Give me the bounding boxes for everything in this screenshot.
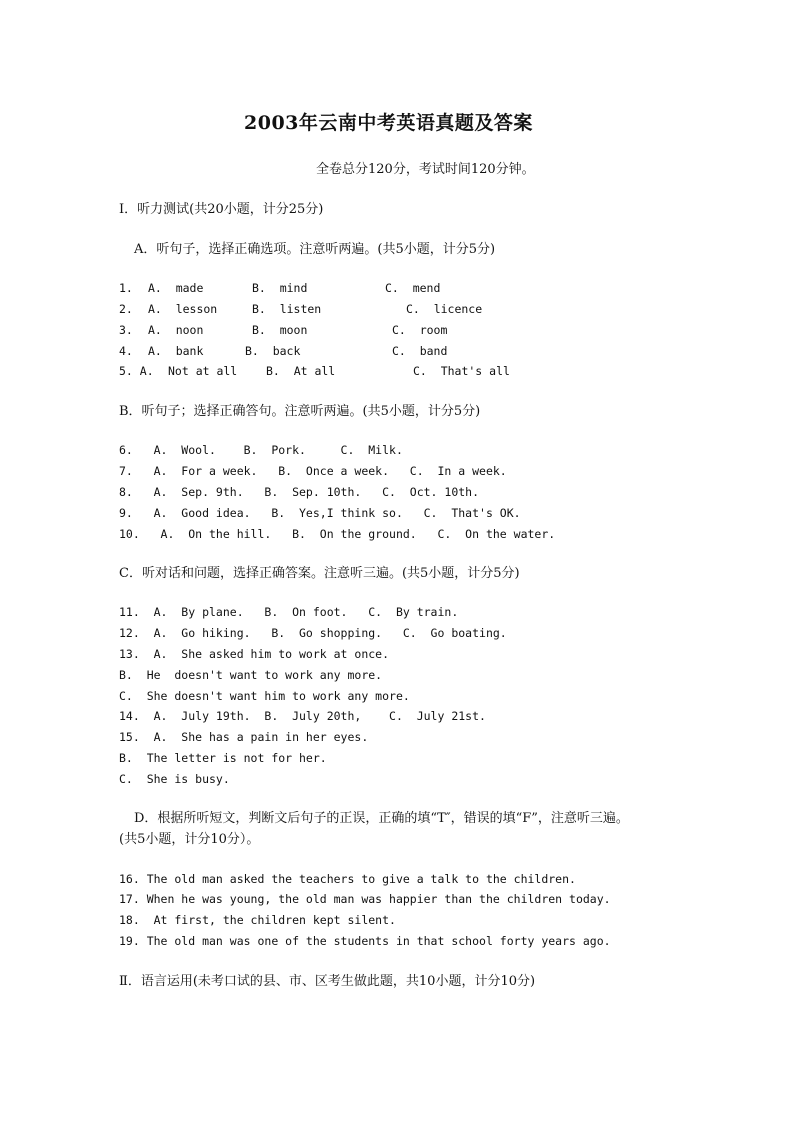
option-a: A. bank xyxy=(148,344,204,358)
option-b: B. At all xyxy=(266,364,336,378)
section-d-heading-cont: (共5小题，计分10分）。 xyxy=(119,832,260,847)
option-a: Not at all xyxy=(168,364,238,378)
statement-line: 19. The old man was one of the students in that school forty years ago. xyxy=(119,934,611,948)
document-title: 2003年云南中考英语真题及答案 xyxy=(244,112,533,134)
option-c: C. mend xyxy=(385,281,441,295)
option-c: C. band xyxy=(392,344,448,358)
question-number: 2. xyxy=(119,302,133,316)
question-number: 1. xyxy=(119,281,133,295)
section-a-heading: A．听句子，选择正确选项。注意听两遍。(共5小题，计分5分) xyxy=(134,242,496,257)
option-c: C. That's all xyxy=(413,364,510,378)
question-line: 15. A. She has a pain in her eyes. xyxy=(119,730,369,744)
question-line: 10. A. On the hill. B. On the ground. C. On the water. xyxy=(119,527,556,541)
question-line: B. The letter is not for her. xyxy=(119,751,327,765)
exam-info: 全卷总分120分，考试时间120分钟。 xyxy=(316,162,535,177)
question-number: 3. xyxy=(119,323,133,337)
question-line: 9. A. Good idea. B. Yes,I think so. C. That's OK. xyxy=(119,506,521,520)
section-c-heading: C．听对话和问题，选择正确答案。注意听三遍。(共5小题，计分5分) xyxy=(119,566,520,581)
option-a: A. noon xyxy=(148,323,204,337)
option-a: A. made xyxy=(148,281,204,295)
option-b: B. moon xyxy=(252,323,308,337)
statement-line: 18. At first, the children kept silent. xyxy=(119,913,396,927)
question-line: 12. A. Go hiking. B. Go shopping. C. Go boating. xyxy=(119,626,507,640)
part1-heading: I．听力测试(共20小题，计分25分) xyxy=(119,202,324,217)
question-line: B. He doesn't want to work any more. xyxy=(119,668,383,682)
statement-line: 17. When he was young, the old man was happier than the children today. xyxy=(119,892,611,906)
option-a: A. lesson xyxy=(148,302,218,316)
question-number: 4. xyxy=(119,344,133,358)
option-b: B. listen xyxy=(252,302,322,316)
option-c: C. room xyxy=(392,323,448,337)
question-line: 11. A. By plane. B. On foot. C. By train. xyxy=(119,605,459,619)
question-line: 7. A. For a week. B. Once a week. C. In a week. xyxy=(119,464,507,478)
statement-line: 16. The old man asked the teachers to give a talk to the children. xyxy=(119,872,576,886)
question-line: 8. A. Sep. 9th. B. Sep. 10th. C. Oct. 10th. xyxy=(119,485,480,499)
question-line: C. She doesn't want him to work any more. xyxy=(119,689,410,703)
question-line: 14. A. July 19th. B. July 20th, C. July 21st. xyxy=(119,709,486,723)
option-b: B. back xyxy=(245,344,301,358)
option-b: B. mind xyxy=(252,281,308,295)
section-b-heading: B．听句子；选择正确答句。注意听两遍。(共5小题，计分5分) xyxy=(119,404,481,419)
question-line: 13. A. She asked him to work at once. xyxy=(119,647,390,661)
section-d-heading: D．根据所听短文，判断文后句子的正误，正确的填“T″，错误的填“F”，注意听三遍。 xyxy=(134,811,629,826)
question-line: C. She is busy. xyxy=(119,772,230,786)
question-number: 5. A. xyxy=(119,364,154,378)
question-line: 6. A. Wool. B. Pork. C. Milk. xyxy=(119,443,403,457)
part2-heading: Ⅱ．语言运用(未考口试的县、市、区考生做此题，共10小题，计分10分) xyxy=(119,974,536,989)
option-c: C. licence xyxy=(406,302,483,316)
